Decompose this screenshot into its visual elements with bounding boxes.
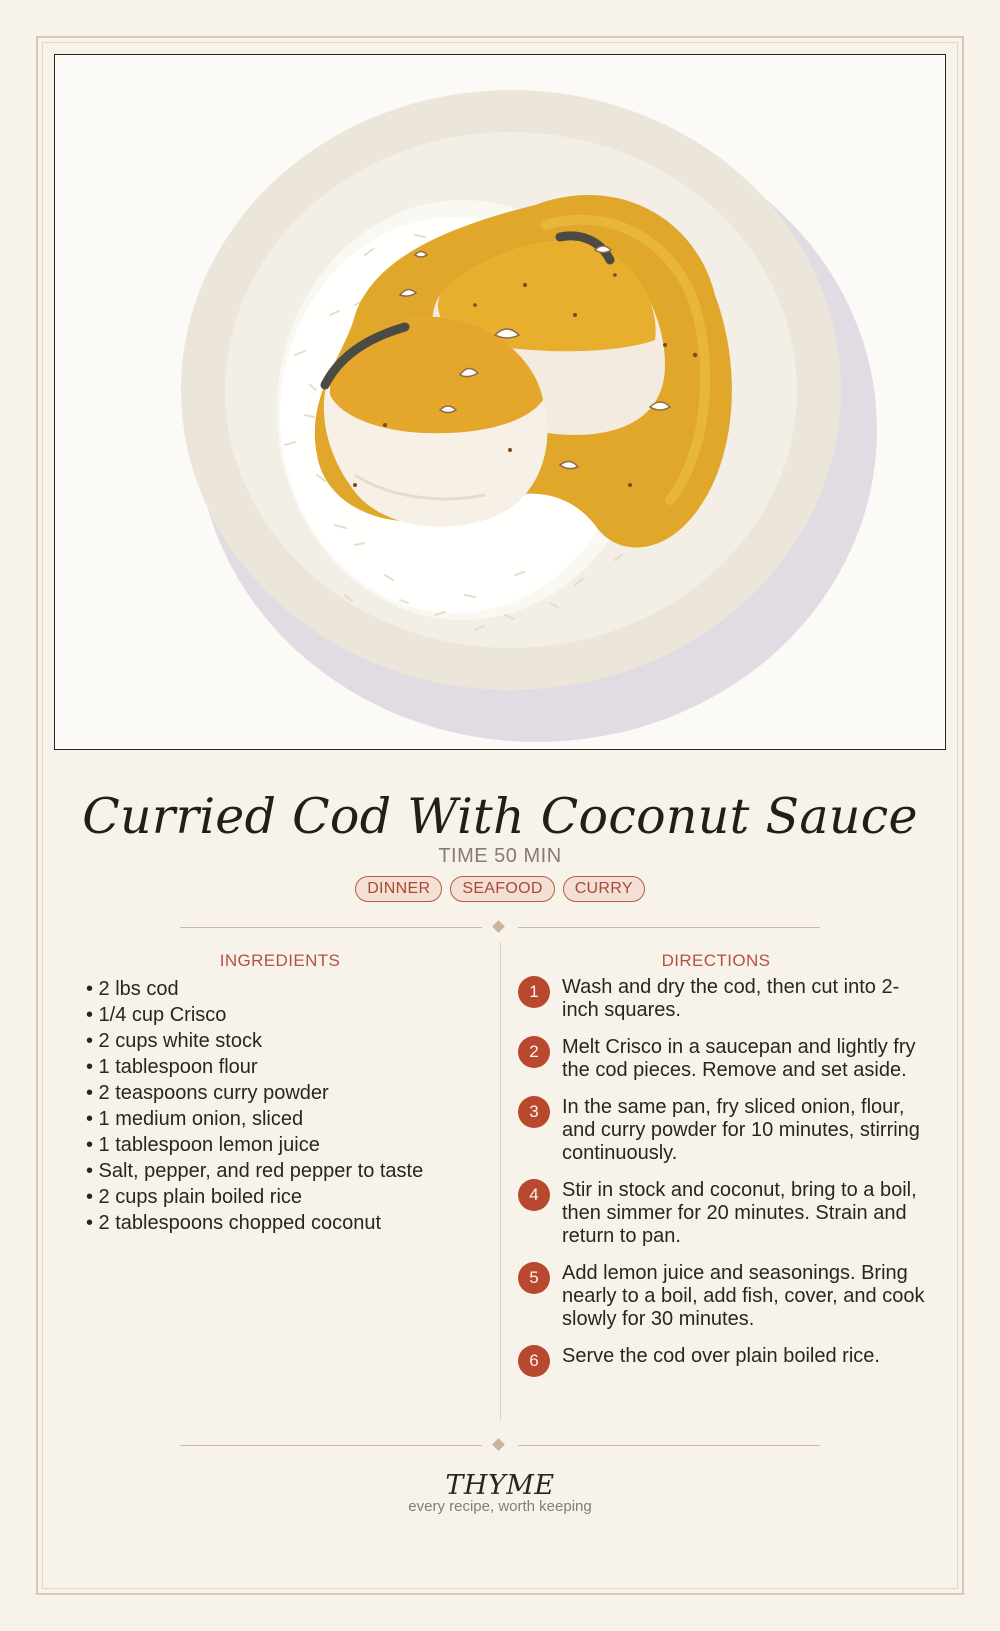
ingredient-item: • 2 cups white stock	[86, 1030, 262, 1052]
diamond-ornament-icon	[492, 1438, 505, 1451]
step-number-badge: 2	[518, 1036, 550, 1068]
ingredient-item: • 2 tablespoons chopped coconut	[86, 1212, 381, 1234]
ingredient-item: • 1 medium onion, sliced	[86, 1108, 304, 1130]
directions-heading: DIRECTIONS	[661, 951, 771, 970]
diamond-ornament-icon	[492, 920, 505, 933]
cook-time: TIME 50 MIN	[438, 845, 562, 867]
column-divider	[500, 942, 501, 1420]
step-number-badge: 1	[518, 976, 550, 1008]
top-divider	[180, 920, 820, 934]
brand-tagline: every recipe, worth keeping	[408, 1498, 592, 1515]
step-text: Add lemon juice and seasonings. Bring nearly to a boil, add fish, cover, and cook slowly for 30 minutes.	[562, 1262, 925, 1330]
step-number-badge: 5	[518, 1262, 550, 1294]
ingredient-item: • 2 teaspoons curry powder	[86, 1082, 329, 1104]
tag-dinner[interactable]: DINNER	[355, 876, 442, 902]
step-text: Wash and dry the cod, then cut into 2-inch squares.	[562, 976, 900, 1021]
ingredient-item: • 1 tablespoon flour	[86, 1056, 258, 1078]
dish-illustration	[54, 54, 946, 750]
ingredient-item: • 1 tablespoon lemon juice	[86, 1134, 320, 1156]
direction-step	[518, 1345, 928, 1368]
step-text: Melt Crisco in a saucepan and lightly fry the cod pieces. Remove and set aside.	[562, 1036, 916, 1081]
direction-step	[518, 1262, 928, 1331]
direction-step	[518, 1179, 928, 1248]
ingredient-item: • 1/4 cup Crisco	[86, 1004, 227, 1026]
direction-step	[518, 1036, 928, 1082]
ingredient-item: • 2 lbs cod	[86, 978, 179, 1000]
direction-step	[518, 976, 928, 1022]
brand-logo: THYME	[445, 1470, 555, 1501]
step-text: In the same pan, fry sliced onion, flour, and curry powder for 10 minutes, stirring continuously.	[562, 1096, 920, 1164]
tag-list	[60, 876, 940, 902]
directions-list	[518, 976, 928, 1368]
ingredients-heading: INGREDIENTS	[219, 951, 341, 970]
step-text: Serve the cod over plain boiled rice.	[562, 1345, 880, 1367]
recipe-title: Curried Cod With Coconut Sauce	[82, 788, 918, 845]
ingredients-list	[86, 976, 486, 1236]
bottom-divider	[180, 1438, 820, 1452]
tag-seafood[interactable]: SEAFOOD	[450, 876, 554, 902]
step-text: Stir in stock and coconut, bring to a boil, then simmer for 20 minutes. Strain and return to pan.	[562, 1179, 917, 1247]
step-number-badge: 4	[518, 1179, 550, 1211]
direction-step	[518, 1096, 928, 1165]
step-number-badge: 6	[518, 1345, 550, 1377]
tag-curry[interactable]: CURRY	[563, 876, 645, 902]
ingredient-item: • 2 cups plain boiled rice	[86, 1186, 303, 1208]
ingredient-item: • Salt, pepper, and red pepper to taste	[86, 1160, 424, 1182]
step-number-badge: 3	[518, 1096, 550, 1128]
